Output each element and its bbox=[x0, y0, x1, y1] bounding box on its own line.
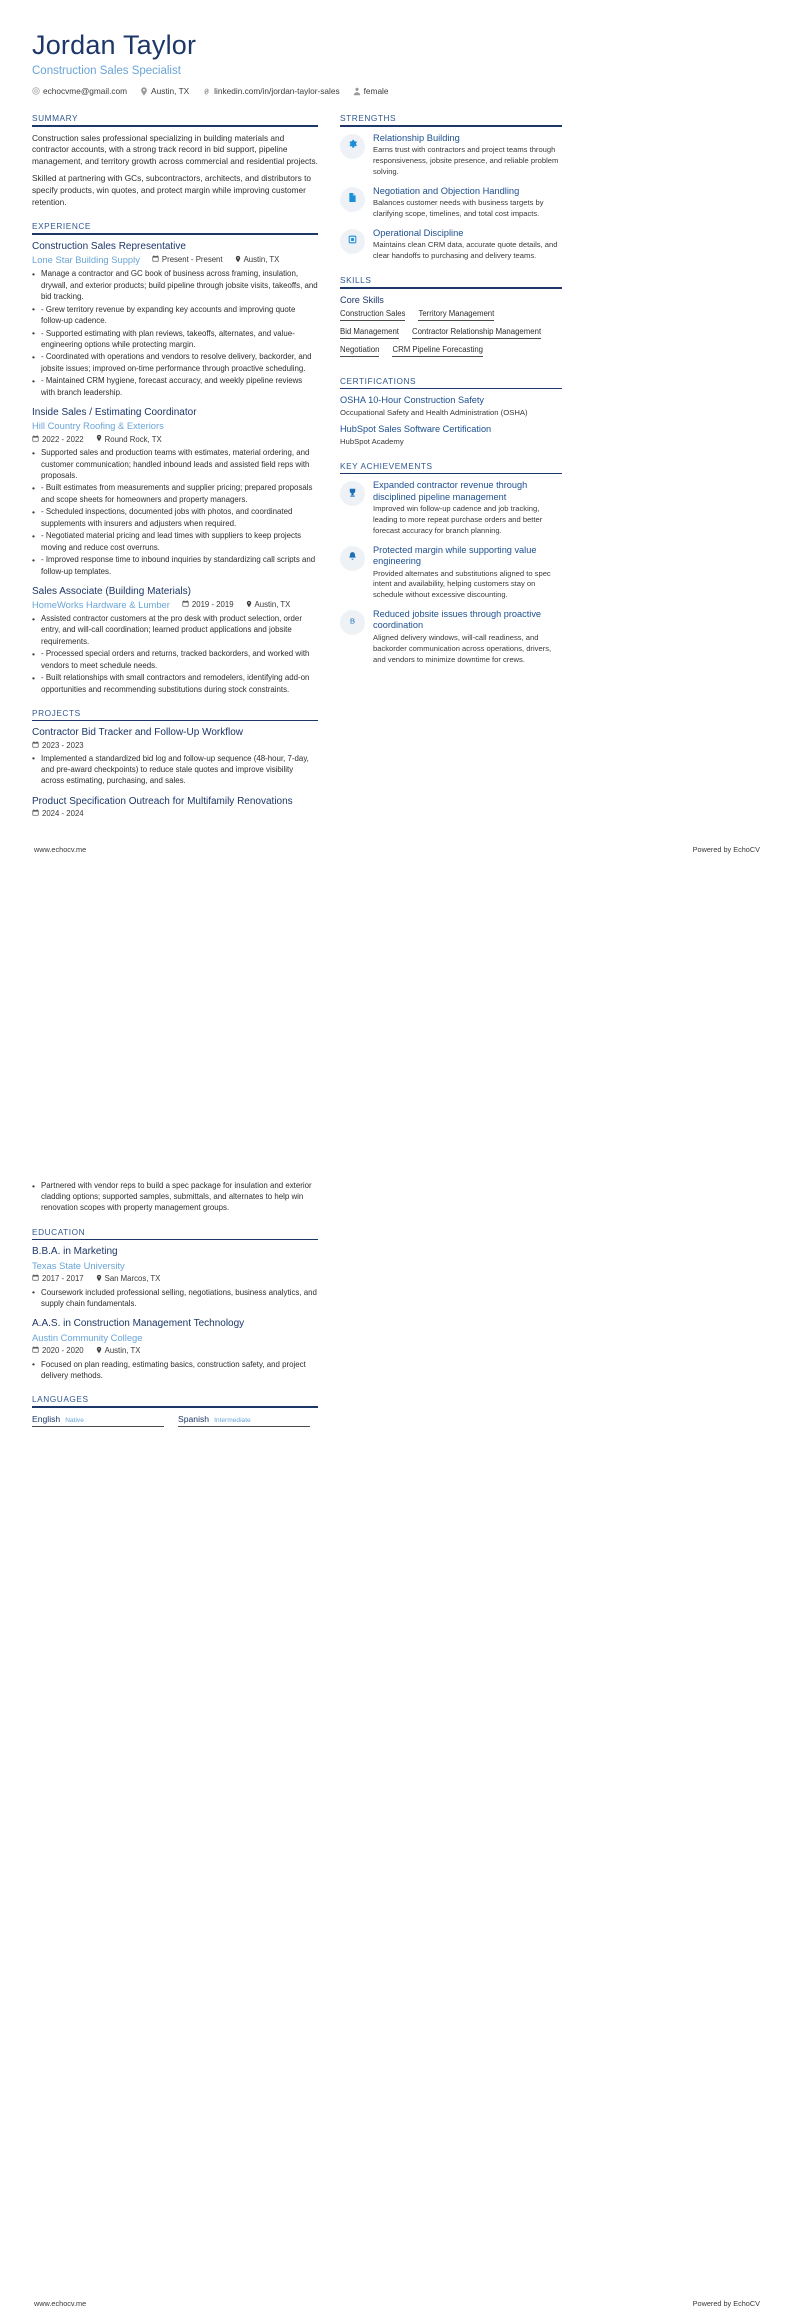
job-bullet: • - Maintained CRM hygiene, forecast accuracy, and weekly pipeline reviews with branch leadership. bbox=[32, 375, 318, 397]
project-dates-text: 2023 - 2023 bbox=[42, 740, 84, 750]
project-meta bbox=[32, 809, 318, 818]
project-dates bbox=[32, 809, 84, 818]
section-rule bbox=[340, 287, 562, 289]
job-bullet: • - Improved response time to inbound inquiries by standardizing call scripts and follow-up templates. bbox=[32, 554, 318, 576]
degree-title: A.A.S. in Construction Management Technology bbox=[32, 1318, 245, 1330]
candidate-role: Construction Sales Specialist bbox=[32, 65, 181, 78]
education-meta bbox=[32, 1332, 318, 1343]
certification-item bbox=[340, 424, 562, 447]
language-level: Native bbox=[65, 1416, 84, 1424]
section-summary-title: SUMMARY bbox=[32, 113, 79, 124]
job-meta bbox=[32, 420, 318, 431]
project-bullets bbox=[32, 1180, 318, 1214]
job-dates bbox=[32, 435, 84, 444]
school-name: Austin Community College bbox=[32, 1331, 143, 1343]
calendar-icon bbox=[32, 809, 39, 818]
job-location-text: Round Rock, TX bbox=[104, 434, 162, 444]
contact-email-text: echocvme@gmail.com bbox=[43, 86, 128, 97]
achievement-name: Protected margin while supporting value engineering bbox=[373, 544, 537, 567]
projects-continuation bbox=[32, 1180, 318, 1214]
footer-powered-by: Powered by EchoCV bbox=[692, 845, 760, 855]
contact-gender bbox=[353, 86, 389, 96]
strength-item bbox=[340, 133, 562, 178]
education-location bbox=[96, 1346, 141, 1356]
language-list bbox=[32, 1414, 318, 1432]
section-rule bbox=[340, 125, 562, 127]
education-meta-dates bbox=[32, 1274, 318, 1284]
skill-chip: Contractor Relationship Management bbox=[412, 327, 541, 339]
section-education-title: EDUCATION bbox=[32, 1226, 86, 1237]
language-item bbox=[178, 1414, 310, 1427]
job-organization: Lone Star Building Supply bbox=[32, 254, 140, 266]
section-experience-title: EXPERIENCE bbox=[32, 221, 91, 232]
bell-icon bbox=[347, 551, 358, 565]
education-dates bbox=[32, 1346, 84, 1355]
resume-page-2 bbox=[0, 1123, 794, 2308]
certification-item bbox=[340, 395, 562, 418]
calendar-icon bbox=[32, 741, 39, 750]
strength-body bbox=[373, 228, 562, 262]
location-pin-icon bbox=[140, 87, 148, 96]
job-bullet: • - Scheduled inspections, documented jobs with photos, and coordinated supplements with insurers and adjusters when required. bbox=[32, 506, 318, 528]
achievement-item bbox=[340, 480, 562, 536]
strength-icon-bubble bbox=[340, 134, 365, 159]
education-bullet: • Focused on plan reading, estimating basics, construction safety, and project delivery methods. bbox=[32, 1359, 318, 1381]
contact-row bbox=[32, 86, 762, 96]
job-bullet: • - Built estimates from measurements and supplier pricing; prepared proposals and scope sheets for homeowners and property managers. bbox=[32, 482, 318, 504]
job-location bbox=[246, 600, 291, 610]
job-meta bbox=[32, 254, 318, 265]
location-pin-icon bbox=[96, 434, 102, 444]
trophy-icon bbox=[347, 487, 358, 501]
strength-item bbox=[340, 186, 562, 220]
education-entry bbox=[32, 1318, 318, 1381]
project-bullets bbox=[32, 753, 318, 787]
job-dates-text: 2022 - 2022 bbox=[42, 434, 84, 444]
strength-desc: Balances customer needs with business targets by clarifying scope, timelines, and total cost impacts. bbox=[373, 198, 544, 218]
project-entry bbox=[32, 796, 318, 819]
job-organization: HomeWorks Hardware & Lumber bbox=[32, 599, 170, 611]
calendar-icon bbox=[32, 435, 39, 444]
job-bullet: • - Coordinated with operations and vendors to resolve delivery, backorder, and jobsite issues; improved on-time performance through proactive scheduling. bbox=[32, 351, 318, 373]
section-skills-title: SKILLS bbox=[340, 274, 372, 285]
job-title: Construction Sales Representative bbox=[32, 240, 186, 252]
strength-body bbox=[373, 133, 562, 178]
job-location-text: Austin, TX bbox=[243, 255, 280, 265]
section-achievements-title: KEY ACHIEVEMENTS bbox=[340, 460, 433, 471]
section-projects-title: PROJECTS bbox=[32, 707, 81, 718]
job-bullet: • - Built relationships with small contractors and remodelers, identifying add-on opportunities and recommending substitutions during stock constraints. bbox=[32, 672, 318, 694]
section-rule bbox=[32, 1239, 318, 1241]
right-column bbox=[340, 113, 562, 678]
section-rule bbox=[32, 720, 318, 722]
education-entry bbox=[32, 1246, 318, 1309]
education-bullets bbox=[32, 1359, 318, 1381]
section-rule bbox=[340, 473, 562, 475]
job-bullet: • Manage a contractor and GC book of business across framing, insulation, drywall, and exterior products; build pipeline through jobsite visits, takeoffs, and bid tracking. bbox=[32, 268, 318, 302]
resume-columns bbox=[32, 113, 762, 831]
section-rule bbox=[32, 1406, 318, 1408]
svg-text:B: B bbox=[349, 616, 356, 626]
achievement-name: Reduced jobsite issues through proactive coordination bbox=[373, 608, 542, 631]
strength-desc: Maintains clean CRM data, accurate quote details, and clear handoffs to purchasing and delivery teams. bbox=[373, 240, 558, 261]
achievement-body bbox=[373, 545, 562, 601]
achievement-body bbox=[373, 480, 562, 536]
resume-columns-page2 bbox=[32, 1180, 762, 1445]
location-pin-icon bbox=[246, 600, 252, 610]
job-bullet: • - Processed special orders and returns, tracked backorders, and worked with vendors to meet schedule needs. bbox=[32, 648, 318, 670]
education-meta-dates bbox=[32, 1346, 318, 1356]
education-meta bbox=[32, 1260, 318, 1271]
education-dates-text: 2017 - 2017 bbox=[42, 1274, 84, 1284]
project-dates-text: 2024 - 2024 bbox=[42, 809, 84, 819]
calendar-icon bbox=[32, 1274, 39, 1283]
footer-website[interactable]: www.echocv.me bbox=[34, 845, 87, 855]
job-meta-dates bbox=[32, 434, 318, 444]
calendar-icon bbox=[32, 1346, 39, 1355]
project-meta bbox=[32, 741, 318, 750]
achievement-item bbox=[340, 609, 562, 665]
achievement-body bbox=[373, 609, 562, 665]
job-location bbox=[235, 255, 280, 265]
education-location bbox=[96, 1274, 161, 1284]
language-name: Spanish bbox=[178, 1413, 210, 1424]
job-bullets bbox=[32, 613, 318, 695]
certification-issuer: HubSpot Academy bbox=[340, 436, 404, 446]
strength-body bbox=[373, 186, 562, 220]
left-column-page2 bbox=[32, 1180, 318, 1445]
job-dates-text: Present - Present bbox=[161, 255, 223, 265]
education-dates bbox=[32, 1274, 84, 1283]
candidate-name: Jordan Taylor bbox=[32, 30, 197, 60]
section-summary bbox=[32, 113, 318, 208]
skill-group-name: Core Skills bbox=[340, 294, 384, 305]
project-entry bbox=[32, 727, 318, 786]
contact-location-text: Austin, TX bbox=[151, 86, 190, 97]
education-location-text: Austin, TX bbox=[104, 1346, 141, 1356]
skill-chip: Negotiation bbox=[340, 345, 379, 357]
left-column bbox=[32, 113, 318, 831]
project-bullet: • Implemented a standardized bid log and follow-up sequence (48-hour, 7-day, and pre-award checkpoints) to reduce stale quotes and improve visibility across estimating, purchasing, and sales. bbox=[32, 753, 318, 787]
language-name: English bbox=[32, 1413, 61, 1424]
job-bullet: • - Negotiated material pricing and lead times with suppliers to keep projects moving and reduce cost overruns. bbox=[32, 530, 318, 552]
strength-icon-bubble bbox=[340, 229, 365, 254]
contact-linkedin-text: linkedin.com/in/jordan-taylor-sales bbox=[214, 86, 340, 97]
job-bullets bbox=[32, 447, 318, 576]
contact-gender-text: female bbox=[363, 86, 389, 97]
achievement-desc: Aligned delivery windows, will-call readiness, and backorder communication across operations, drivers, and vendors to minimize downtime for crews. bbox=[373, 632, 552, 664]
job-dates-text: 2019 - 2019 bbox=[191, 600, 234, 610]
education-bullets bbox=[32, 1287, 318, 1309]
strength-name: Relationship Building bbox=[373, 132, 460, 143]
section-certifications-title: CERTIFICATIONS bbox=[340, 375, 417, 386]
education-dates-text: 2020 - 2020 bbox=[42, 1346, 84, 1356]
skill-chip: Territory Management bbox=[418, 309, 494, 321]
gear-icon bbox=[347, 137, 358, 155]
experience-entry bbox=[32, 241, 318, 398]
section-strengths-title: STRENGTHS bbox=[340, 113, 397, 124]
strength-icon-bubble bbox=[340, 187, 365, 212]
section-languages-title: LANGUAGES bbox=[32, 1394, 89, 1405]
page-footer bbox=[32, 845, 762, 854]
resume-page-1 bbox=[0, 0, 794, 1123]
section-strengths bbox=[340, 113, 562, 262]
strength-desc: Earns trust with contractors and project teams through responsiveness, jobsite presence, and reliable problem solving. bbox=[373, 145, 559, 176]
skill-chip: Bid Management bbox=[340, 327, 399, 339]
certification-name: OSHA 10-Hour Construction Safety bbox=[340, 395, 485, 406]
strength-item bbox=[340, 228, 562, 262]
job-title: Inside Sales / Estimating Coordinator bbox=[32, 406, 197, 418]
achievement-icon-bubble bbox=[340, 610, 365, 635]
section-certifications bbox=[340, 376, 562, 448]
job-bullet: • Assisted contractor customers at the pro desk with product selection, order entry, and will-call coordination; learned product applications and jobsite requirements. bbox=[32, 613, 318, 647]
degree-title: B.B.A. in Marketing bbox=[32, 1246, 118, 1258]
achievement-icon-bubble bbox=[340, 546, 365, 571]
project-title: Product Specification Outreach for Multifamily Renovations bbox=[32, 795, 293, 807]
location-pin-icon bbox=[96, 1346, 102, 1356]
skill-chip-list bbox=[340, 309, 562, 363]
resume-header bbox=[32, 30, 762, 96]
job-dates bbox=[182, 600, 234, 609]
section-rule bbox=[32, 125, 318, 127]
person-icon bbox=[353, 87, 361, 96]
certification-issuer: Occupational Safety and Health Administration (OSHA) bbox=[340, 407, 528, 417]
section-experience bbox=[32, 221, 318, 694]
certification-name: HubSpot Sales Software Certification bbox=[340, 424, 492, 435]
contact-location bbox=[140, 86, 189, 96]
email-icon bbox=[32, 87, 40, 95]
summary-paragraph: Skilled at partnering with GCs, subcontractors, architects, and distributors to specify products, win quotes, and protect margin while improving customer retention. bbox=[32, 172, 311, 207]
page-footer bbox=[32, 2299, 762, 2308]
experience-entry bbox=[32, 586, 318, 695]
section-rule bbox=[340, 388, 562, 390]
location-pin-icon bbox=[235, 255, 241, 265]
project-title: Contractor Bid Tracker and Follow-Up Workflow bbox=[32, 727, 243, 739]
contact-email[interactable] bbox=[32, 86, 127, 96]
language-level: Intermediate bbox=[214, 1416, 251, 1424]
job-organization: Hill Country Roofing & Exteriors bbox=[32, 420, 164, 432]
job-bullets bbox=[32, 268, 318, 397]
job-meta bbox=[32, 599, 318, 610]
calendar-icon bbox=[182, 600, 189, 609]
language-item bbox=[32, 1414, 164, 1427]
chip-icon bbox=[347, 232, 358, 250]
experience-entry bbox=[32, 407, 318, 577]
strength-name: Operational Discipline bbox=[373, 227, 464, 238]
section-education bbox=[32, 1227, 318, 1381]
achievement-desc: Improved win follow-up cadence and job tracking, leading to more repeat purchase orders and better forecast accuracy for branch planning. bbox=[373, 504, 543, 535]
job-title: Sales Associate (Building Materials) bbox=[32, 585, 191, 597]
section-projects bbox=[32, 708, 318, 818]
job-bullet: • - Grew territory revenue by expanding key accounts and improving quote follow-up cadence. bbox=[32, 304, 318, 326]
project-dates bbox=[32, 741, 84, 750]
job-location bbox=[96, 434, 162, 444]
project-bullet: • Partnered with vendor reps to build a spec package for insulation and exterior cladding options; supported samples, submittals, and alternates to help win renovation scopes with property management groups. bbox=[32, 1180, 318, 1214]
section-achievements bbox=[340, 461, 562, 666]
footer-powered-by: Powered by EchoCV bbox=[692, 2298, 760, 2308]
education-bullet: • Coursework included professional selling, negotiations, business analytics, and supply chain fundamentals. bbox=[32, 1287, 318, 1309]
achievement-desc: Provided alternates and substitutions aligned to spec intent and availability, helping customers stay on schedule without excessive discounting. bbox=[373, 568, 551, 600]
contact-linkedin[interactable] bbox=[202, 86, 339, 96]
calendar-icon bbox=[152, 255, 159, 264]
link-icon bbox=[202, 87, 211, 96]
achievement-name: Expanded contractor revenue through disciplined pipeline management bbox=[373, 480, 528, 502]
achievement-item bbox=[340, 545, 562, 601]
footer-website[interactable]: www.echocv.me bbox=[34, 2298, 87, 2308]
job-location-text: Austin, TX bbox=[254, 600, 291, 610]
page2-spacer bbox=[32, 1445, 762, 2285]
skill-chip: Construction Sales bbox=[340, 309, 405, 321]
job-bullet: • - Supported estimating with plan reviews, takeoffs, alternates, and value-engineering options while protecting margin. bbox=[32, 328, 318, 350]
badge-icon bbox=[347, 615, 358, 629]
education-location-text: San Marcos, TX bbox=[104, 1274, 161, 1284]
job-dates bbox=[152, 255, 223, 264]
achievement-icon-bubble bbox=[340, 481, 365, 506]
summary-paragraph: Construction sales professional specializing in building materials and contractor accounts, with a strong track record in bid support, pipeline management, and territory growth across commercial and residential projects. bbox=[32, 132, 318, 167]
strength-name: Negotiation and Objection Handling bbox=[373, 185, 520, 196]
school-name: Texas State University bbox=[32, 1259, 125, 1271]
document-icon bbox=[347, 190, 358, 208]
job-bullet: • Supported sales and production teams with estimates, material ordering, and customer communication; handled inbound leads and assisted field reps with proposals. bbox=[32, 447, 318, 481]
section-skills bbox=[340, 275, 562, 363]
section-languages bbox=[32, 1394, 318, 1432]
section-rule bbox=[32, 233, 318, 235]
location-pin-icon bbox=[96, 1274, 102, 1284]
skill-chip: CRM Pipeline Forecasting bbox=[392, 345, 483, 357]
